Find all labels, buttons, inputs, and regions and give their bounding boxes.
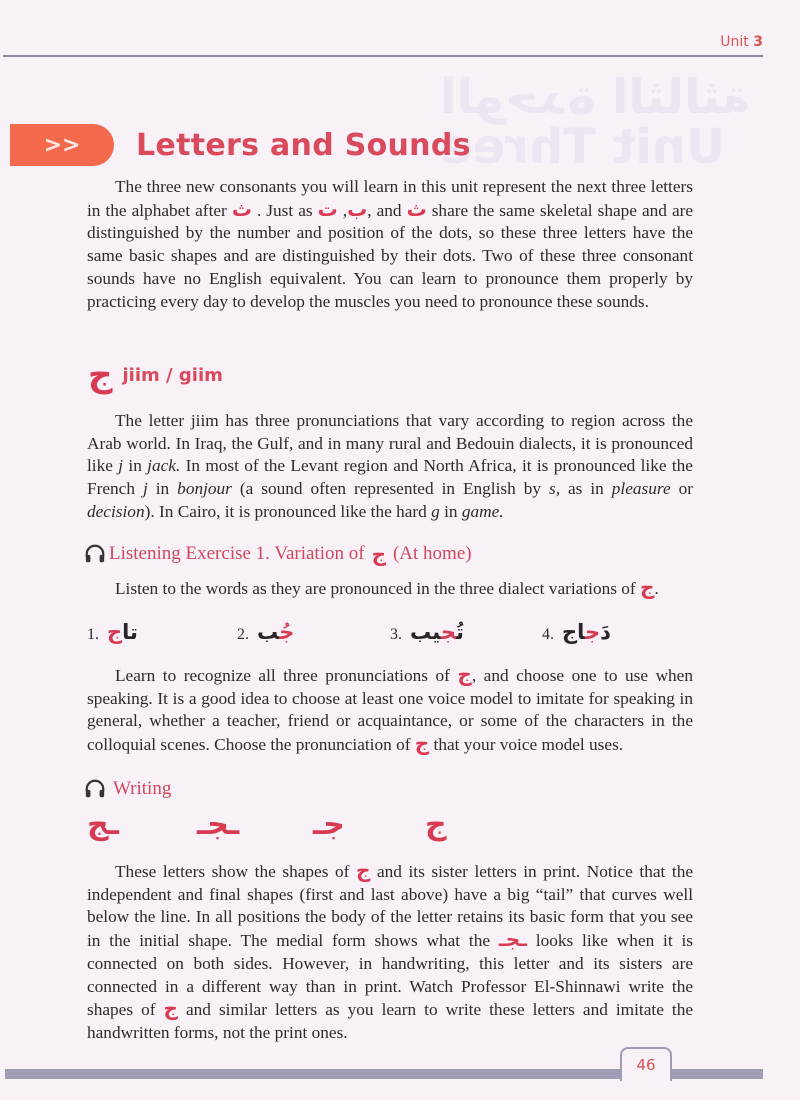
text: j [142,479,148,499]
text: The three new consonants you will learn in this unit represent the next three letters in the alphabet after [87,177,693,220]
text: اج [562,620,586,644]
text: (a sound often represented in English by [239,479,542,499]
letter-shapes [87,807,447,850]
arabic-letter-ta: ت [317,196,338,221]
text: The letter jiim has three pronunciations that vary according to region across the Arab world. In Iraq, the Gulf, and in many rural and Bedouin dialects, it is pronounced like [87,411,693,476]
text: , and [367,200,402,220]
writing-heading[interactable] [84,778,171,800]
headphones-icon[interactable] [84,778,106,800]
text: in [444,501,458,521]
text: In most of the Levant region and North Africa, it is pronounced like the French [87,456,693,499]
jiim-paragraph [87,410,693,524]
letter-heading [88,355,223,395]
intro-paragraph [87,176,693,313]
word-number: 3. [390,626,402,643]
arabic-letter-ba: ب [347,196,368,221]
text: ). In Cairo, it is pronounced like the hard [144,501,427,521]
text: تا [122,620,138,644]
listening-instruction [87,577,693,601]
jiim-glyph: ج [371,542,386,566]
text: . [654,579,659,598]
jiim-glyph: ج [355,858,371,882]
text: تُ [455,620,464,644]
text: and its sister letters in print. Notice that the independent and final shapes (first and last above) have a big “tail” that curves well below the line. In all positions the body of the letter retains its basic form that you see in the initial shape. The medial form shows what the [87,862,694,951]
text: , and choose one to use when speaking. It is a good idea to choose at least one voice model to imitate for speaking in general, whether a teacher, friend or acquaintance, or some of the characters in the colloquial scenes. Choose the pronunciation of [87,666,693,755]
text: that your voice model uses. [433,735,624,755]
section-heading [10,124,471,166]
double-chevron-icon: >> [43,132,81,158]
text: decision [87,501,145,521]
unit-word: Unit [720,34,749,50]
text: جُ [279,620,295,644]
initial-form: جـ [313,807,345,842]
text: game. [461,501,504,521]
jiim-medial-glyph: ـجـ [498,927,527,952]
arabic-word [410,620,464,644]
text: These letters show the shapes of [115,862,350,881]
text: j [118,456,124,476]
word-item[interactable] [237,620,294,644]
writing-paragraph [87,860,693,1045]
word-list [87,620,697,650]
text: in [128,456,142,476]
headphones-icon[interactable] [84,543,106,565]
jiim-glyph: ج [88,355,113,395]
writing-title: Writing [113,778,172,799]
independent-form: ج [425,807,447,842]
section-tab [10,124,114,166]
word-number: 4. [542,626,554,643]
text: pleasure [611,479,671,499]
text: Listen to the words as they are pronounced in the three dialect variations of [115,579,636,598]
jiim-glyph: ج [163,996,178,1021]
ghost-line-english: Unit Three [440,119,725,176]
recognize-paragraph [87,664,693,757]
arabic-word [257,620,294,644]
arabic-word [562,620,611,644]
ghost-line-arabic: الوحدة الثالثة [440,69,751,125]
jiim-glyph: ج [457,662,472,686]
word-number: 2. [237,626,249,643]
text: , [342,200,348,220]
text: ج [107,620,123,644]
letter-name: jiim / giim [122,364,223,386]
page-number: 46 [636,1056,656,1074]
word-item[interactable] [87,620,138,644]
text: bonjour [177,479,232,499]
listening-title-suffix: (At home) [392,543,472,564]
text: دَ [600,620,611,644]
text: looks like when it is connected on both sides. However, in handwriting, this letter and its sisters are connected in a different way than in print. Watch Professor El-Shinnawi write the shapes of [87,931,693,1020]
final-form: ـج [87,807,119,842]
page-number-tab [620,1047,672,1081]
text: ج [585,620,601,644]
text: jack. [147,456,181,476]
listening-exercise-heading[interactable] [84,543,472,565]
text: or [678,479,694,499]
listening-title: Listening Exercise 1. Variation of [109,543,365,564]
text: ب [257,620,280,644]
word-item[interactable] [542,620,611,644]
word-number: 1. [87,626,99,643]
section-title: Letters and Sounds [136,127,471,163]
text: s, [548,479,561,499]
unit-number: 3 [753,34,763,50]
text: g [431,501,440,521]
text: in [155,479,170,499]
text: يب [410,620,441,644]
jiim-glyph: ج [414,731,430,756]
text: Learn to recognize all three pronunciations of [115,666,450,685]
text: . Just as [256,200,313,220]
unit-label [720,34,763,50]
header-rule [3,55,763,57]
text: ج [440,620,456,644]
arabic-letter-tha: ث [231,196,252,221]
text: as in [568,479,604,499]
text: and similar letters as you learn to write these letters and imitate the handwritten forms, not the print ones. [87,1000,693,1042]
arabic-letter-tha: ث [406,196,427,221]
bleed-through-text [440,69,751,176]
arabic-word [107,620,138,644]
text: share the same skeletal shape and are distinguished by the number and position of the dots, so these three letters have the same basic shapes and are distinguished by their dots. Two of these three consonant sounds have no English equivalent. You can learn to pronounce them properly by practicing every day to develop the muscles you need to pronounce these sounds. [87,200,694,311]
jiim-glyph: ج [640,575,655,599]
word-item[interactable] [390,620,464,644]
medial-form: ـجـ [197,807,240,842]
